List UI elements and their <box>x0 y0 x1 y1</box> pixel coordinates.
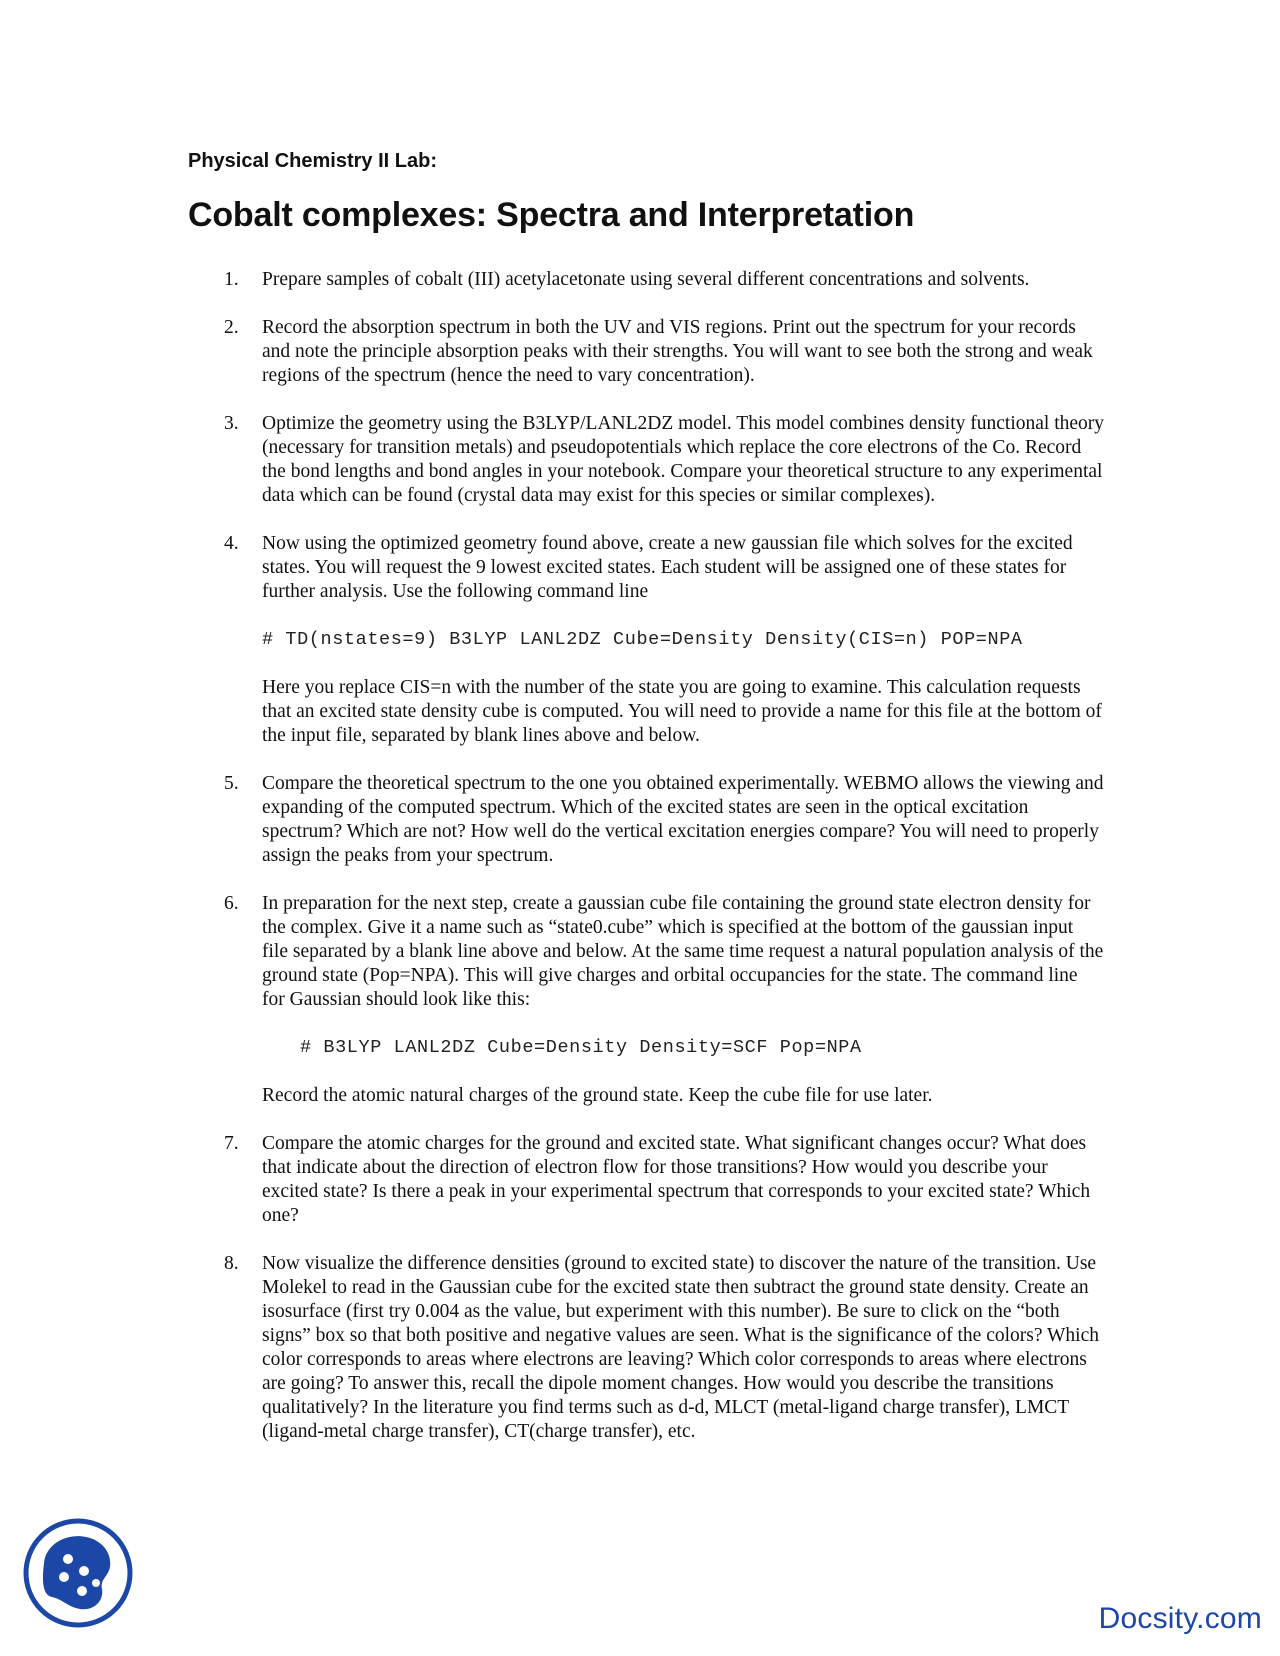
step-number: 8. <box>224 1253 239 1274</box>
step-text: Compare the atomic charges for the ground and excited state. What significant changes occur? What does that indicate about the direction of electron flow for those transitions? How would you describe your excited state? Is there a peak in your experimental spectrum that corresponds to your excited state? Which one? <box>262 1133 1091 1226</box>
step-text-continued: Record the atomic natural charges of the ground state. Keep the cube file for use later. <box>262 1085 933 1106</box>
step-text: Now using the optimized geometry found above, create a new gaussian file which solves for the excited states. You will request the 9 lowest excited states. Each student will be assigned one of these states for further analysis. Use the following command line <box>262 533 1073 602</box>
steps-list <box>224 268 1104 1468</box>
step-text-continued: Here you replace CIS=n with the number of the state you are going to examine. This calculation requests that an excited state density cube is computed. You will need to provide a name for this file at the bottom of the input file, separated by blank lines above and below. <box>262 677 1102 746</box>
command-line: # B3LYP LANL2DZ Cube=Density Density=SCF Pop=NPA <box>300 1037 862 1058</box>
step-number: 6. <box>224 893 239 914</box>
list-item <box>224 412 1104 508</box>
step-text: Prepare samples of cobalt (III) acetylacetonate using several different concentrations and solvents. <box>262 269 1030 290</box>
list-item <box>224 268 1104 292</box>
list-item <box>224 1252 1104 1444</box>
step-number: 1. <box>224 269 239 290</box>
step-number: 7. <box>224 1133 239 1154</box>
docsity-brand-link[interactable]: Docsity.com <box>1098 1602 1262 1635</box>
docsity-logo-icon[interactable] <box>22 1517 134 1629</box>
step-number: 2. <box>224 317 239 338</box>
step-text: Record the absorption spectrum in both the UV and VIS regions. Print out the spectrum for your records and note the principle absorption peaks with their strengths. You will want to see both the strong and weak regions of the spectrum (hence the need to vary concentration). <box>262 317 1093 386</box>
step-number: 3. <box>224 413 239 434</box>
step-text: Compare the theoretical spectrum to the one you obtained experimentally. WEBMO allows the viewing and expanding of the computed spectrum. Which of the excited states are seen in the optical excitation spectrum? Which are not? How well do the vertical excitation energies compare? You will need to properly assign the peaks from your spectrum. <box>262 773 1104 866</box>
command-line: # TD(nstates=9) B3LYP LANL2DZ Cube=Density Density(CIS=n) POP=NPA <box>262 629 1023 650</box>
course-label: Physical Chemistry II Lab: <box>188 150 437 172</box>
step-text: Optimize the geometry using the B3LYP/LANL2DZ model. This model combines density functional theory (necessary for transition metals) and pseudopotentials which replace the core electrons of the Co. Record the bond lengths and bond angles in your notebook. Compare your theoretical structure to any experimental data which can be found (crystal data may exist for this species or similar complexes). <box>262 413 1105 506</box>
page-title: Cobalt complexes: Spectra and Interpretation <box>188 196 915 234</box>
list-item <box>224 1132 1104 1228</box>
step-text: In preparation for the next step, create a gaussian cube file containing the ground state electron density for the complex. Give it a name such as “state0.cube” which is specified at the bottom of the gaussian input file separated by a blank line above and below. At the same time request a natural population analysis of the ground state (Pop=NPA). This will give charges and orbital occupancies for the state. The command line for Gaussian should look like this: <box>262 893 1104 1010</box>
list-item <box>224 532 1104 748</box>
list-item <box>224 772 1104 868</box>
step-number: 4. <box>224 533 239 554</box>
list-item <box>224 892 1104 1108</box>
list-item <box>224 316 1104 388</box>
step-number: 5. <box>224 773 239 794</box>
step-text: Now visualize the difference densities (ground to excited state) to discover the nature of the transition. Use Molekel to read in the Gaussian cube for the excited state then subtract the ground state density. Create an isosurface (first try 0.004 as the value, but experiment with this number). Be sure to click on the “both signs” box so that both positive and negative values are seen. What is the significance of the colors? Which color corresponds to areas where electrons are leaving? Which color corresponds to areas where electrons are going? To answer this, recall the dipole moment changes. How would you describe the transitions qualitatively? In the literature you find terms such as d-d, MLCT (metal-ligand charge transfer), LMCT (ligand-metal charge transfer), CT(charge transfer), etc. <box>262 1253 1100 1442</box>
